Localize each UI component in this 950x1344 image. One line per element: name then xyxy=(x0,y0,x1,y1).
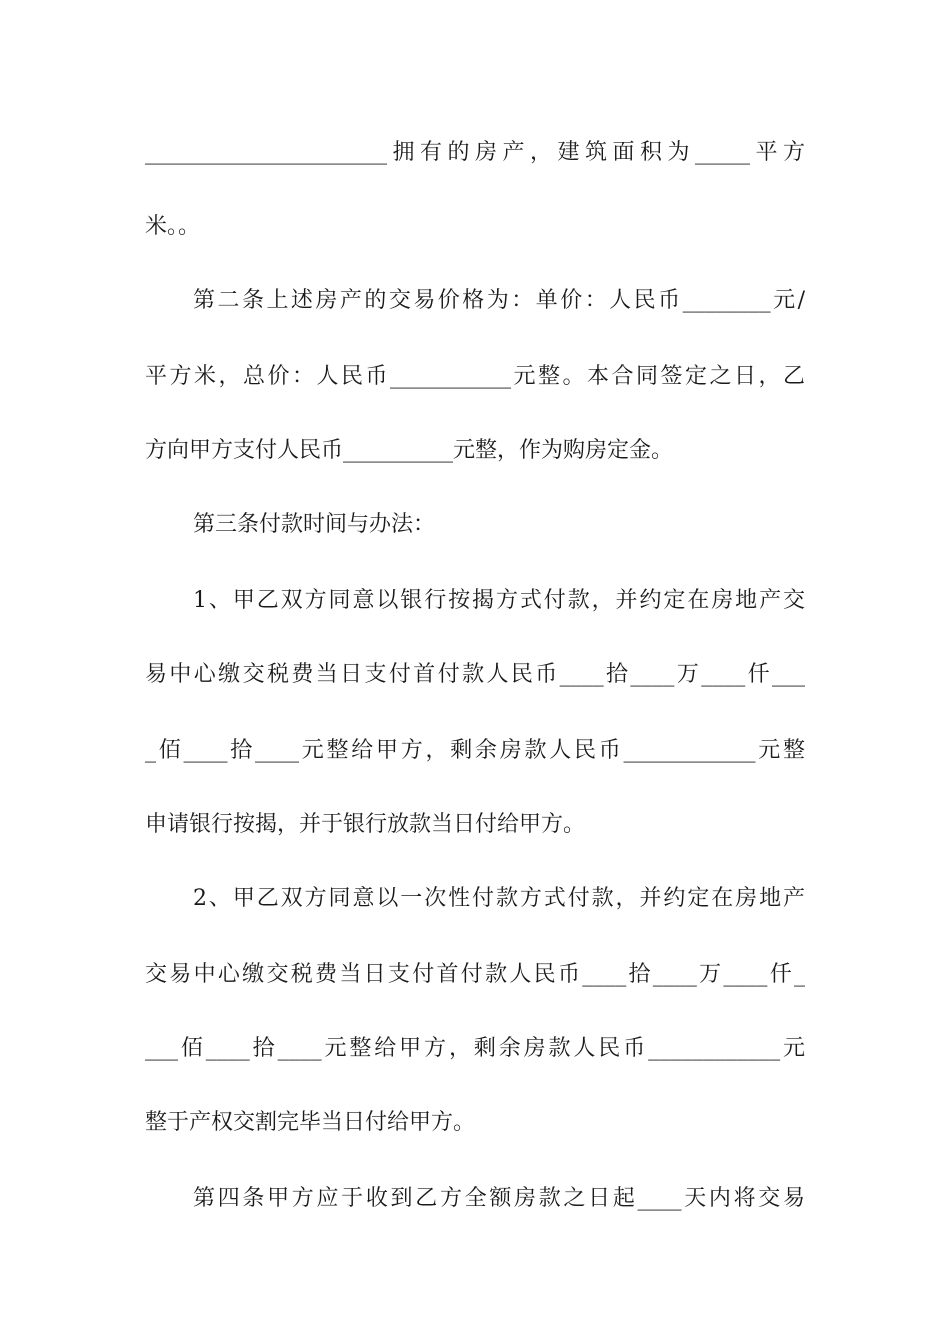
paragraph-line: 1、甲乙双方同意以银行按揭方式付款，并约定在房地产交 xyxy=(193,588,805,613)
paragraph-line: ______________________拥有的房产，建筑面积为_____平方 xyxy=(145,140,805,165)
paragraph-line: 申请银行按揭，并于银行放款当日付给甲方。 xyxy=(145,812,586,837)
paragraph-line: 交易中心缴交税费当日支付首付款人民币____拾____万____仟_ xyxy=(145,962,805,987)
paragraph-line: 2、甲乙双方同意以一次性付款方式付款，并约定在房地产 xyxy=(193,886,805,911)
paragraph-line: ___佰____拾____元整给甲方，剩余房款人民币____________元 xyxy=(145,1036,805,1061)
paragraph-line: 第二条上述房产的交易价格为：单价：人民币________元/ xyxy=(193,288,805,313)
paragraph-line: 第四条甲方应于收到乙方全额房款之日起____天内将交易 xyxy=(193,1186,805,1211)
paragraph-line: _佰____拾____元整给甲方，剩余房款人民币____________元整 xyxy=(145,738,805,763)
section-heading: 第三条付款时间与办法： xyxy=(193,512,436,537)
paragraph-line: 方向甲方支付人民币__________元整，作为购房定金。 xyxy=(145,438,674,463)
paragraph-line: 整于产权交割完毕当日付给甲方。 xyxy=(145,1110,476,1135)
paragraph-line: 易中心缴交税费当日支付首付款人民币____拾____万____仟___ xyxy=(145,662,805,687)
paragraph-line: 米。。 xyxy=(145,214,201,239)
paragraph-line: 平方米，总价：人民币___________元整。本合同签定之日，乙 xyxy=(145,364,805,389)
